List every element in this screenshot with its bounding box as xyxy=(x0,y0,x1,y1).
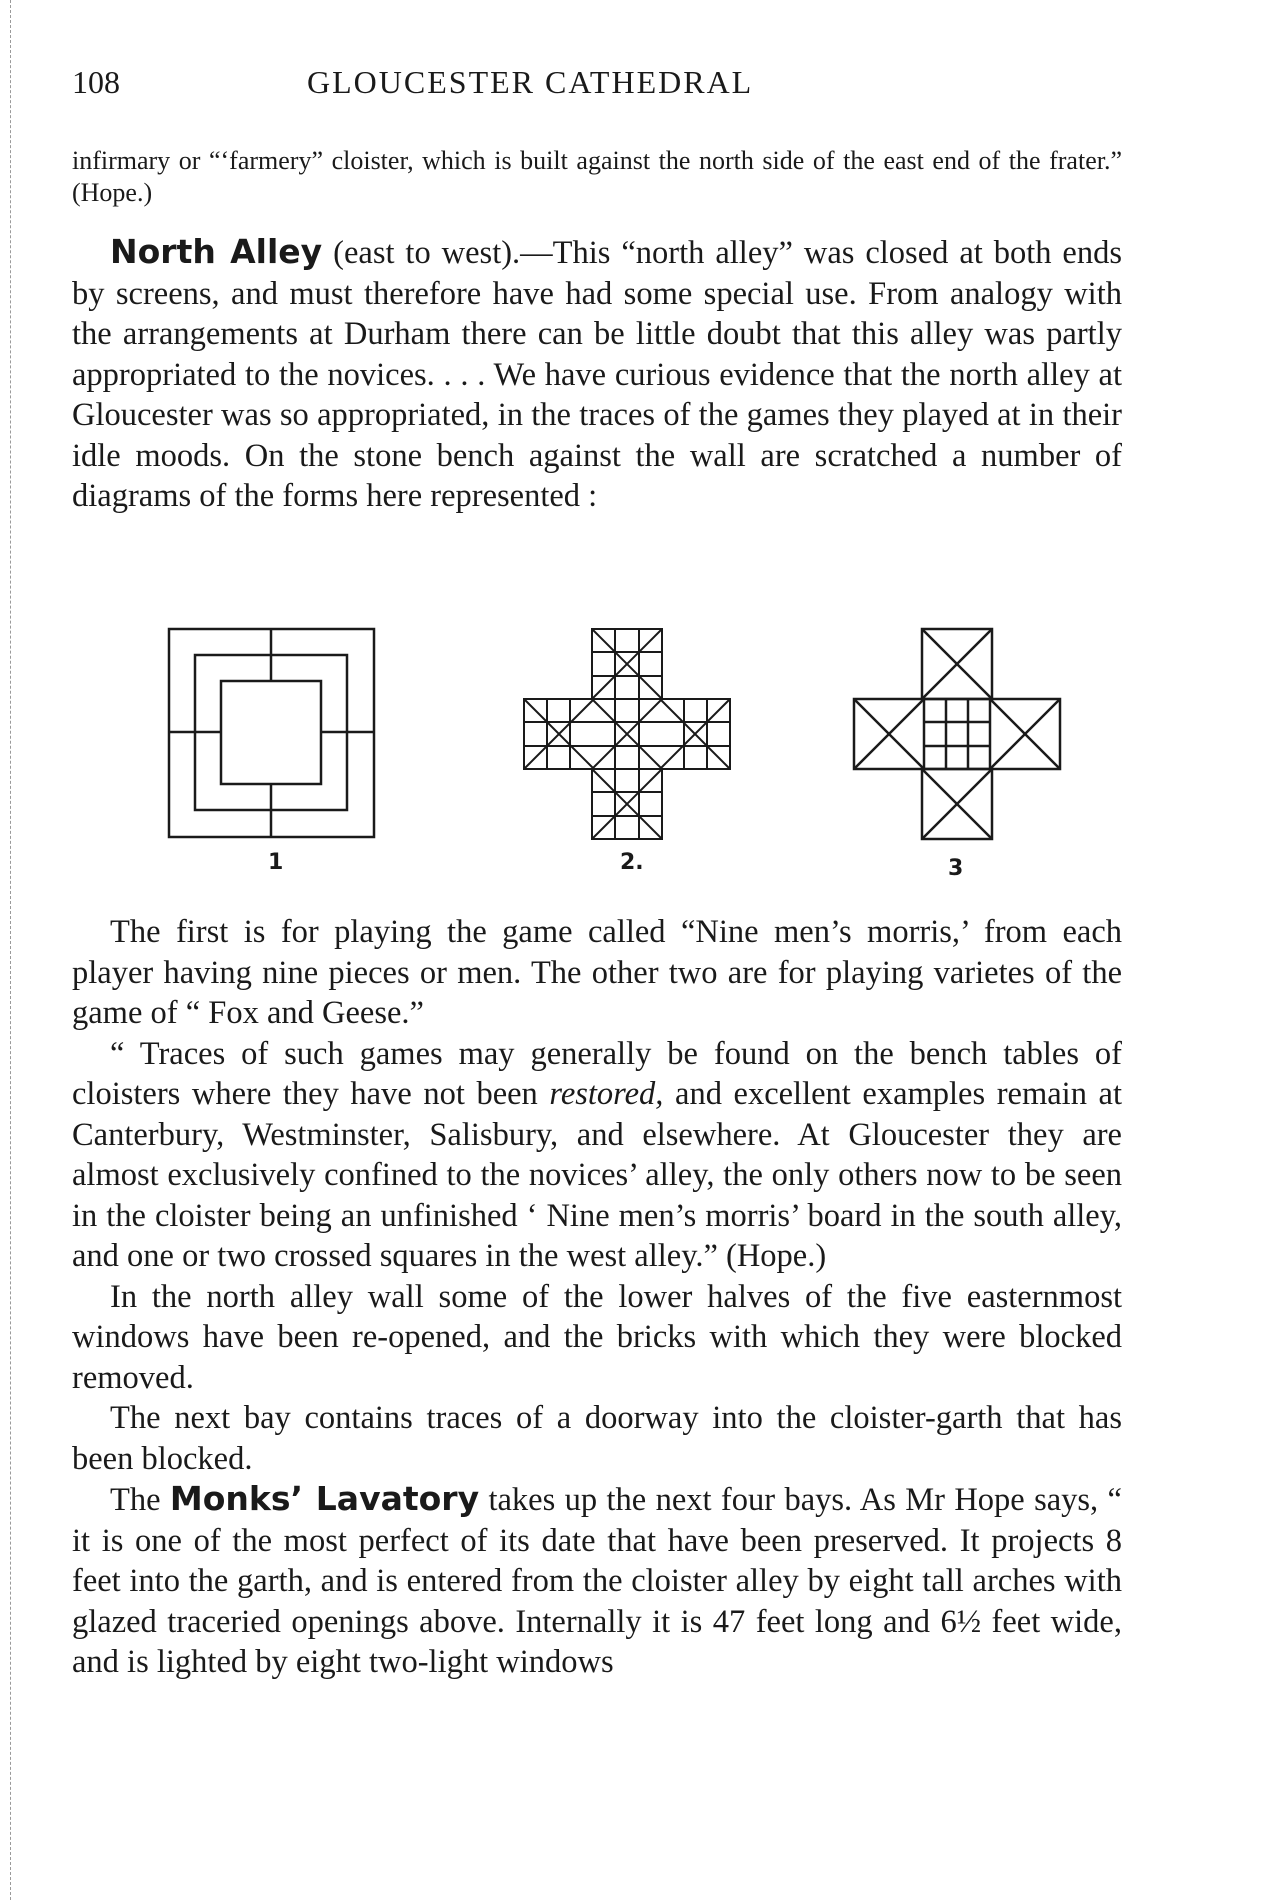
lavatory-text-start: The xyxy=(110,1482,170,1518)
figure-label-2: 2. xyxy=(620,850,644,875)
page-header xyxy=(72,64,1122,114)
page-edge-line xyxy=(10,0,11,1900)
windows-paragraph: In the north alley wall some of the lower halves of the five easternmost windows have been re-opened, and the bricks with which they were blocked removed. xyxy=(72,1278,1122,1396)
running-title: GLOUCESTER CATHEDRAL xyxy=(307,64,754,100)
north-alley-body: (east to west).—This “north alley” was closed at both ends by screens, and must therefore have had some special use. From analogy with the arrangements at Durham there can be little doubt that this alley was partly appropriated to the novices. . . . We have curious evidence that the north alley at Gloucester was so appropriated, in the traces of the games they played at in their idle moods. On the stone bench against the wall are scratched a number of diagrams of the forms here represented : xyxy=(72,235,1122,514)
figure-label-1: 1 xyxy=(268,850,284,875)
traces-text-start: “ Traces of such games may generally be found on the bench tables of cloisters where they have not been xyxy=(72,1035,1122,1112)
games-section xyxy=(72,912,1122,1683)
monks-lavatory-heading: Monks’ Lavatory xyxy=(169,1479,480,1518)
traces-text-end: and excellent examples remain at Canterbury, Westminster, Salisbury, and elsewhere. At Gloucester they are almost exclusively confined to the novices’ alley, the only others now to be seen in the cloister being an unfinished ‘ Nine men’s morris’ board in the south alley, and one or two crossed squares in the west alley.” (Hope.) xyxy=(72,1076,1122,1274)
lavatory-text-end: takes up the next four bays. As Mr Hope says, “ it is one of the most perfect of its date that have been preserved. It projects 8 feet into the garth, and is entered from the cloister alley by eight tall arches with glazed traceried openings above. Internally it is 47 feet long and 6½ feet wide, and is lighted by eight two-light windows xyxy=(72,1482,1122,1680)
north-alley-heading: North Alley xyxy=(110,232,323,271)
page-number: 108 xyxy=(72,64,120,100)
nine-mens-morris-paragraph: The first is for playing the game called “Nine men’s morris,’ from each player having nine pieces or men. The other two are for playing varietes of the game of “ Fox and Geese.” xyxy=(72,914,1122,1031)
fox-and-geese-diagram-crossed xyxy=(850,625,1065,850)
figure-label-3: 3 xyxy=(948,856,964,881)
nine-mens-morris-diagram xyxy=(165,625,380,845)
game-diagrams xyxy=(0,625,1262,880)
traces-paragraph xyxy=(72,1034,1122,1277)
north-alley-section xyxy=(72,232,1122,517)
fox-and-geese-diagram-large xyxy=(520,625,735,845)
restored-italic: restored, xyxy=(549,1076,664,1112)
north-alley-paragraph xyxy=(72,232,1122,517)
lavatory-paragraph xyxy=(72,1479,1122,1683)
doorway-paragraph: The next bay contains traces of a doorway into the cloister-garth that has been blocked. xyxy=(72,1400,1122,1477)
continued-note: infirmary or “‘farmery” cloister, which is built against the north side of the east end of the frater.” (Hope.) xyxy=(72,146,1122,207)
